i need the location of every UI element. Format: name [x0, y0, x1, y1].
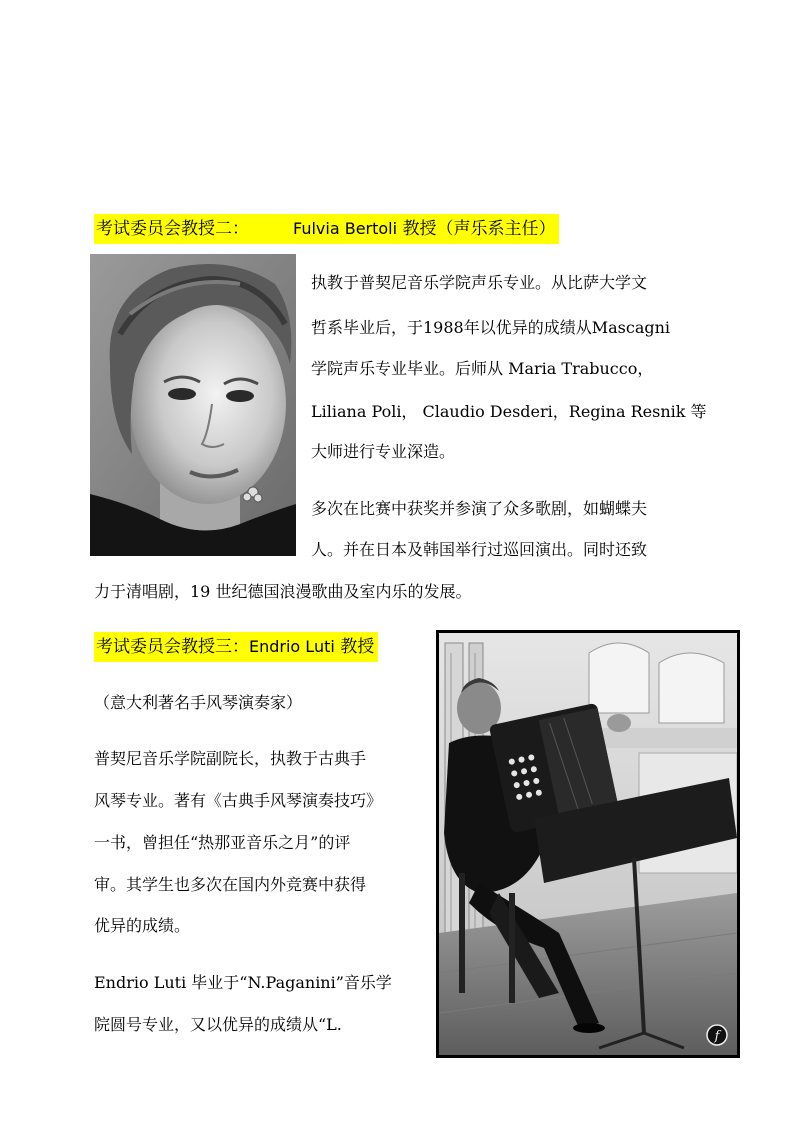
section2-line-2: 哲系毕业后，于1988年以优异的成绩从Mascagni	[311, 318, 671, 337]
section3-heading-name: Endrio Luti	[249, 637, 335, 656]
section3-subtitle: （意大利著名手风琴演奏家）	[94, 693, 303, 712]
section3-line-3: 一书，曾担任“热那亚音乐之月”的评	[94, 833, 351, 852]
accordion-player-photo-icon	[436, 630, 740, 1058]
section2-heading-name: Fulvia Bertoli	[293, 219, 398, 238]
section3-line-4: 审。其学生也多次在国内外竞赛中获得	[94, 875, 367, 894]
section3-heading-title: 教授	[334, 637, 375, 657]
photo-watermark: f	[714, 1029, 720, 1044]
section3-line-1: 普契尼音乐学院副院长，执教于古典手	[94, 749, 367, 768]
section2-line-7: 人。并在日本及韩国举行过巡回演出。同时还致	[311, 540, 648, 559]
section2-heading-label: 考试委员会教授二：	[96, 219, 249, 239]
section2-line-6: 多次在比赛中获奖并参演了众多歌剧，如蝴蝶夫	[311, 499, 648, 518]
section2-line-3: 学院声乐专业毕业。后师从 Maria Trabucco，	[311, 359, 654, 378]
section2-heading	[94, 214, 559, 244]
section3-line-5: 优异的成绩。	[94, 916, 191, 935]
section3-heading-label: 考试委员会教授三：	[96, 637, 249, 657]
section3-heading	[94, 632, 378, 662]
section3-line-7: 院圆号专业，又以优异的成绩从“L.	[94, 1015, 342, 1034]
section2-line-8: 力于清唱剧，19 世纪德国浪漫歌曲及室内乐的发展。	[94, 582, 472, 601]
section2-line-1: 执教于普契尼音乐学院声乐专业。从比萨大学文	[311, 273, 648, 292]
portrait-photo-icon	[90, 254, 296, 556]
section2-line-5: 大师进行专业深造。	[311, 442, 456, 461]
section3-line-6: Endrio Luti 毕业于“N.Paganini”音乐学	[94, 973, 392, 992]
section2-heading-title: 教授（声乐系主任）	[397, 219, 556, 239]
section2-line-4: Liliana Poli， Claudio Desderi，Regina Resnik 等	[311, 402, 707, 421]
section3-line-2: 风琴专业。著有《古典手风琴演奏技巧》	[94, 791, 383, 810]
